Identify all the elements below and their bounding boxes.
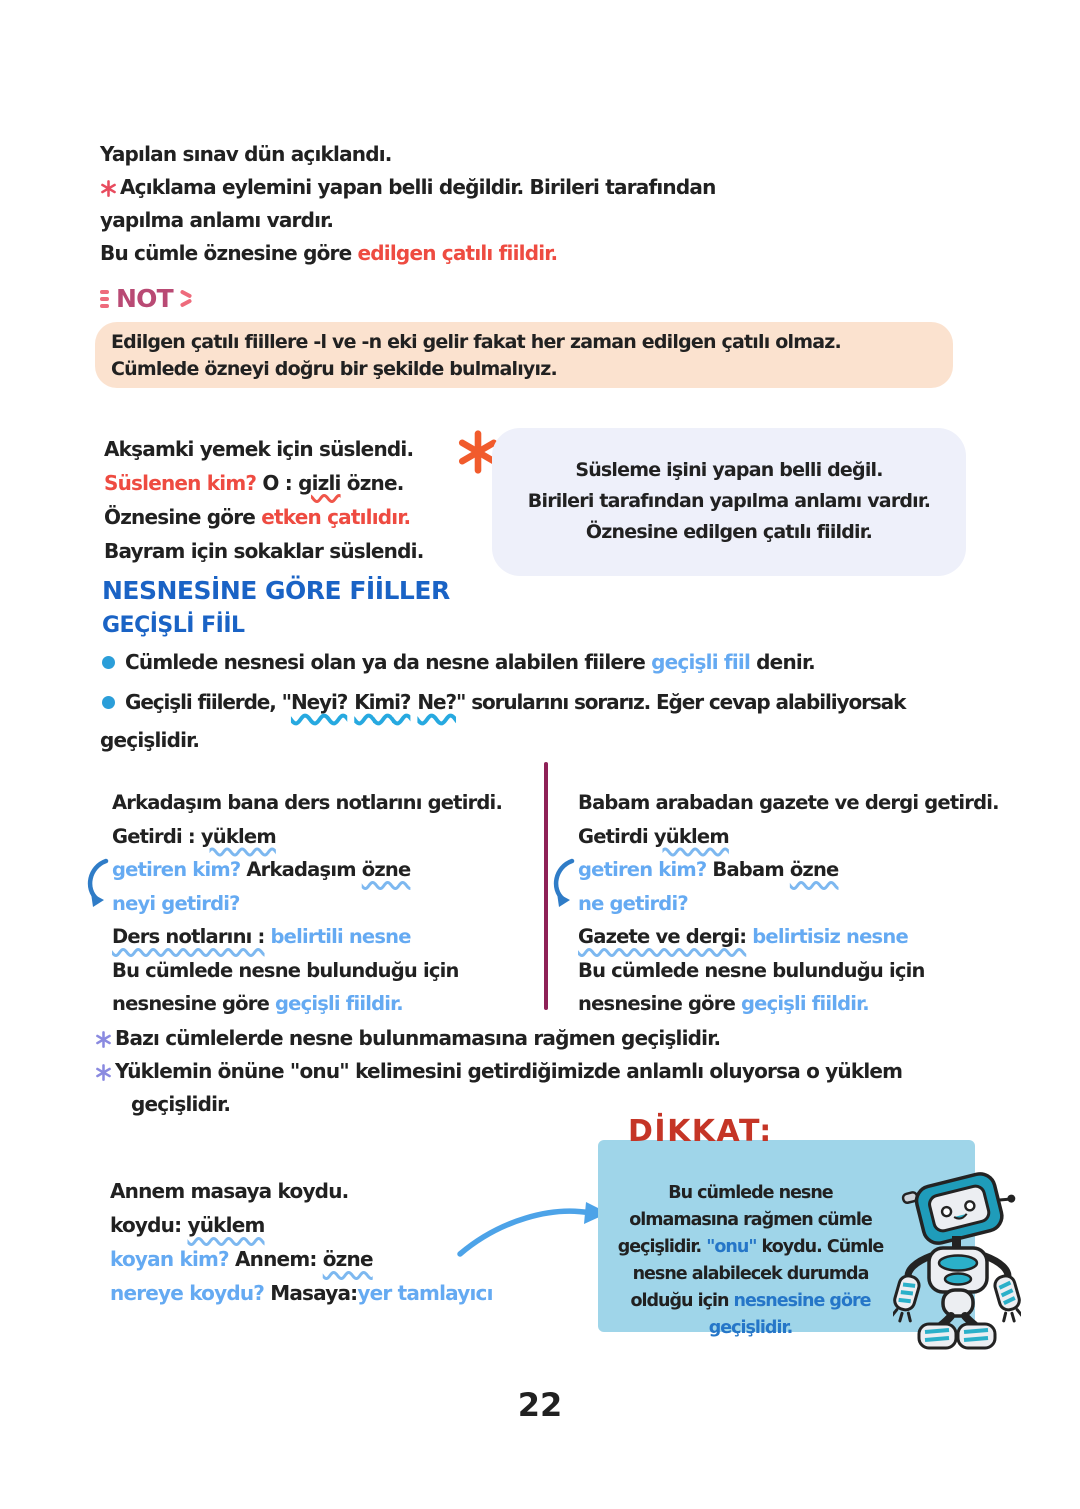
susle-line-3-red: etken çatılıdır. (261, 505, 411, 529)
note-highlight-box (95, 322, 953, 388)
left-predicate (112, 820, 502, 854)
right-sentence: Babam arabadan gazete ve dergi getirdi. (578, 791, 999, 814)
intro-line-4-red: edilgen çatılı fiildir. (357, 241, 558, 265)
note-label: NOT (116, 284, 173, 313)
dikkat-seg-4: nesnesine göre geçişlidir. (708, 1291, 871, 1338)
intro-line-2-text: Açıklama eylemini yapan belli değildir. Birileri tarafından (120, 175, 716, 199)
intro-line-4-black: Bu cümle öznesine göre (100, 241, 358, 265)
asterisk-icon (95, 1026, 115, 1050)
left-expl2-blue: geçişli fiildir. (275, 992, 403, 1015)
intro-line-4 (100, 237, 716, 270)
susle-question: Süslenen kim? (104, 471, 257, 495)
star-note-1-text: Bazı cümlelerde nesne bulunmamasına rağmen geçişlidir. (115, 1026, 721, 1050)
star-notes-section (95, 1022, 902, 1121)
susle-line-3 (104, 500, 424, 534)
question-neyi: Neyi? (290, 690, 348, 714)
koydu-q2-answer: Masaya: (264, 1281, 358, 1305)
right-explanation-2 (578, 987, 999, 1021)
note-line-2: Cümlede özneyi doğru bir şekilde bulmalıyız. (111, 358, 557, 380)
susle-answer-pre: O : (256, 471, 299, 495)
callout-line-3: Öznesine edilgen çatılı fiildir. (585, 521, 873, 543)
star-note-2 (95, 1055, 902, 1088)
column-divider (544, 762, 548, 1010)
star-note-2-continuation: geçişlidir. (131, 1092, 231, 1116)
susle-line-1: Akşamki yemek için süslendi. (104, 437, 414, 461)
left-object-label: belirtili nesne (264, 925, 411, 948)
right-predicate-wavy: yüklem (653, 824, 729, 848)
koydu-predicate (110, 1208, 493, 1242)
bullet-1-pre: Cümlede nesnesi olan ya da nesne alabilen fiilere (125, 650, 652, 674)
curved-arrow-icon (548, 856, 576, 910)
right-q1: getiren kim? (578, 858, 707, 881)
susle-line-2 (104, 466, 424, 500)
susle-answer-post: özne. (340, 471, 404, 495)
right-predicate-label: Getirdi (578, 824, 654, 848)
left-predicate-label: Getirdi : (112, 824, 201, 848)
right-object-label: belirtisiz nesne (746, 925, 908, 948)
left-predicate-wavy: yüklem (200, 824, 276, 848)
left-explanation-2 (112, 987, 502, 1021)
susle-line-3-black: Öznesine göre (104, 505, 262, 529)
left-q1-answer-wavy: özne (361, 858, 411, 881)
right-q1-answer: Babam (706, 858, 790, 881)
asterisk-icon (95, 1059, 115, 1083)
left-question-2: neyi getirdi? (112, 891, 240, 915)
star-note-2-text: Yüklemin önüne "onu" kelimesini getirdiğimizde anlamlı oluyorsa o yüklem (115, 1059, 903, 1083)
right-object (578, 920, 999, 954)
dikkat-seg-1: Bu cümlede nesne olmamasına rağmen cümle geçişlidir. (617, 1183, 872, 1257)
bullet-2-pre: Geçişli fiilerde, " (125, 690, 291, 714)
dikkat-title: DİKKAT: (628, 1114, 773, 1149)
long-arrow-icon (452, 1194, 612, 1266)
left-expl2-black: nesnesine göre (112, 992, 275, 1015)
page-number: 22 (517, 1386, 563, 1424)
koydu-question-2 (110, 1276, 493, 1310)
intro-line-1: Yapılan sınav dün açıklandı. (100, 142, 392, 166)
bullet-line-2 (102, 690, 905, 714)
koydu-q2-label: yer tamlayıcı (357, 1281, 493, 1305)
koydu-question-1 (110, 1242, 493, 1276)
star-note-1 (95, 1022, 902, 1055)
bullet-1-post: denir. (750, 650, 815, 674)
intro-line-2 (100, 171, 716, 204)
bullet-1-highlight: geçişli fiil (651, 650, 750, 674)
left-object-wavy: Ders notlarını : (112, 925, 265, 948)
bullet-2-post: " sorularını sorarız. Eğer cevap alabiliyorsak (456, 690, 906, 714)
right-expl2-black: nesnesine göre (578, 992, 741, 1015)
example-susle-section (104, 432, 424, 568)
koydu-q1: koyan kim? (110, 1247, 229, 1271)
right-object-wavy: Gazete ve dergi: (578, 925, 747, 948)
dikkat-seg-2: "onu" (706, 1237, 757, 1257)
susle-answer-wavy: gizli (298, 471, 341, 495)
note-decoration-right-icon (180, 289, 193, 309)
koydu-q1-answer-wavy: özne (322, 1247, 373, 1271)
asterisk-icon (100, 175, 120, 199)
left-question-1 (112, 853, 502, 887)
koydu-predicate-label: koydu: (110, 1213, 188, 1237)
right-question-1 (578, 853, 999, 887)
koydu-predicate-wavy: yüklem (187, 1213, 265, 1237)
curved-arrow-icon (82, 856, 110, 910)
intro-section (100, 138, 716, 270)
left-explanation-1: Bu cümlede nesne bulunduğu için (112, 958, 459, 982)
koydu-sentence: Annem masaya koydu. (110, 1179, 349, 1203)
right-q1-answer-wavy: özne (789, 858, 839, 881)
left-object (112, 920, 502, 954)
koydu-q2: nereye koydu? (110, 1281, 265, 1305)
bullet-icon (102, 696, 115, 709)
section-heading: NESNESİNE GÖRE FİİLLER (102, 576, 450, 605)
left-q1: getiren kim? (112, 858, 241, 881)
right-explanation-1: Bu cümlede nesne bulunduğu için (578, 958, 925, 982)
callout-line-2: Birileri tarafından yapılma anlamı vardır. (527, 490, 931, 512)
question-kimi: Kimi? (354, 690, 411, 714)
right-question-2: ne getirdi? (578, 891, 688, 915)
note-decoration-left-icon (100, 290, 109, 308)
susle-callout-bubble (492, 428, 966, 576)
intro-line-3: yapılma anlamı vardır. (100, 208, 334, 232)
dikkat-seg-3: koydu. Cümle nesne alabilecek durumda olduğu için (630, 1237, 884, 1311)
right-expl2-blue: geçişli fiildir. (741, 992, 869, 1015)
bullet-line-1 (102, 650, 815, 674)
susle-line-4: Bayram için sokaklar süslendi. (104, 539, 424, 563)
sub-heading: GEÇİŞLİ FİİL (102, 613, 245, 638)
koydu-q1-answer: Annem: (228, 1247, 323, 1271)
robot-illustration (893, 1170, 1021, 1350)
bullet-icon (102, 656, 115, 669)
example-koydu-section (110, 1174, 493, 1310)
bullet-line-2-continuation: geçişlidir. (100, 728, 200, 752)
left-q1-answer: Arkadaşım (240, 858, 362, 881)
note-line-1: Edilgen çatılı fiillere -l ve -n eki gelir fakat her zaman edilgen çatılı olmaz. (111, 331, 841, 353)
dikkat-text (614, 1180, 887, 1342)
right-predicate (578, 820, 999, 854)
callout-line-1: Süsleme işini yapan belli değil. (575, 459, 883, 481)
question-ne: Ne? (417, 690, 457, 714)
example-column-right (578, 786, 999, 1021)
note-header (100, 284, 193, 313)
left-sentence: Arkadaşım bana ders notlarını getirdi. (112, 791, 503, 814)
example-column-left (112, 786, 502, 1021)
